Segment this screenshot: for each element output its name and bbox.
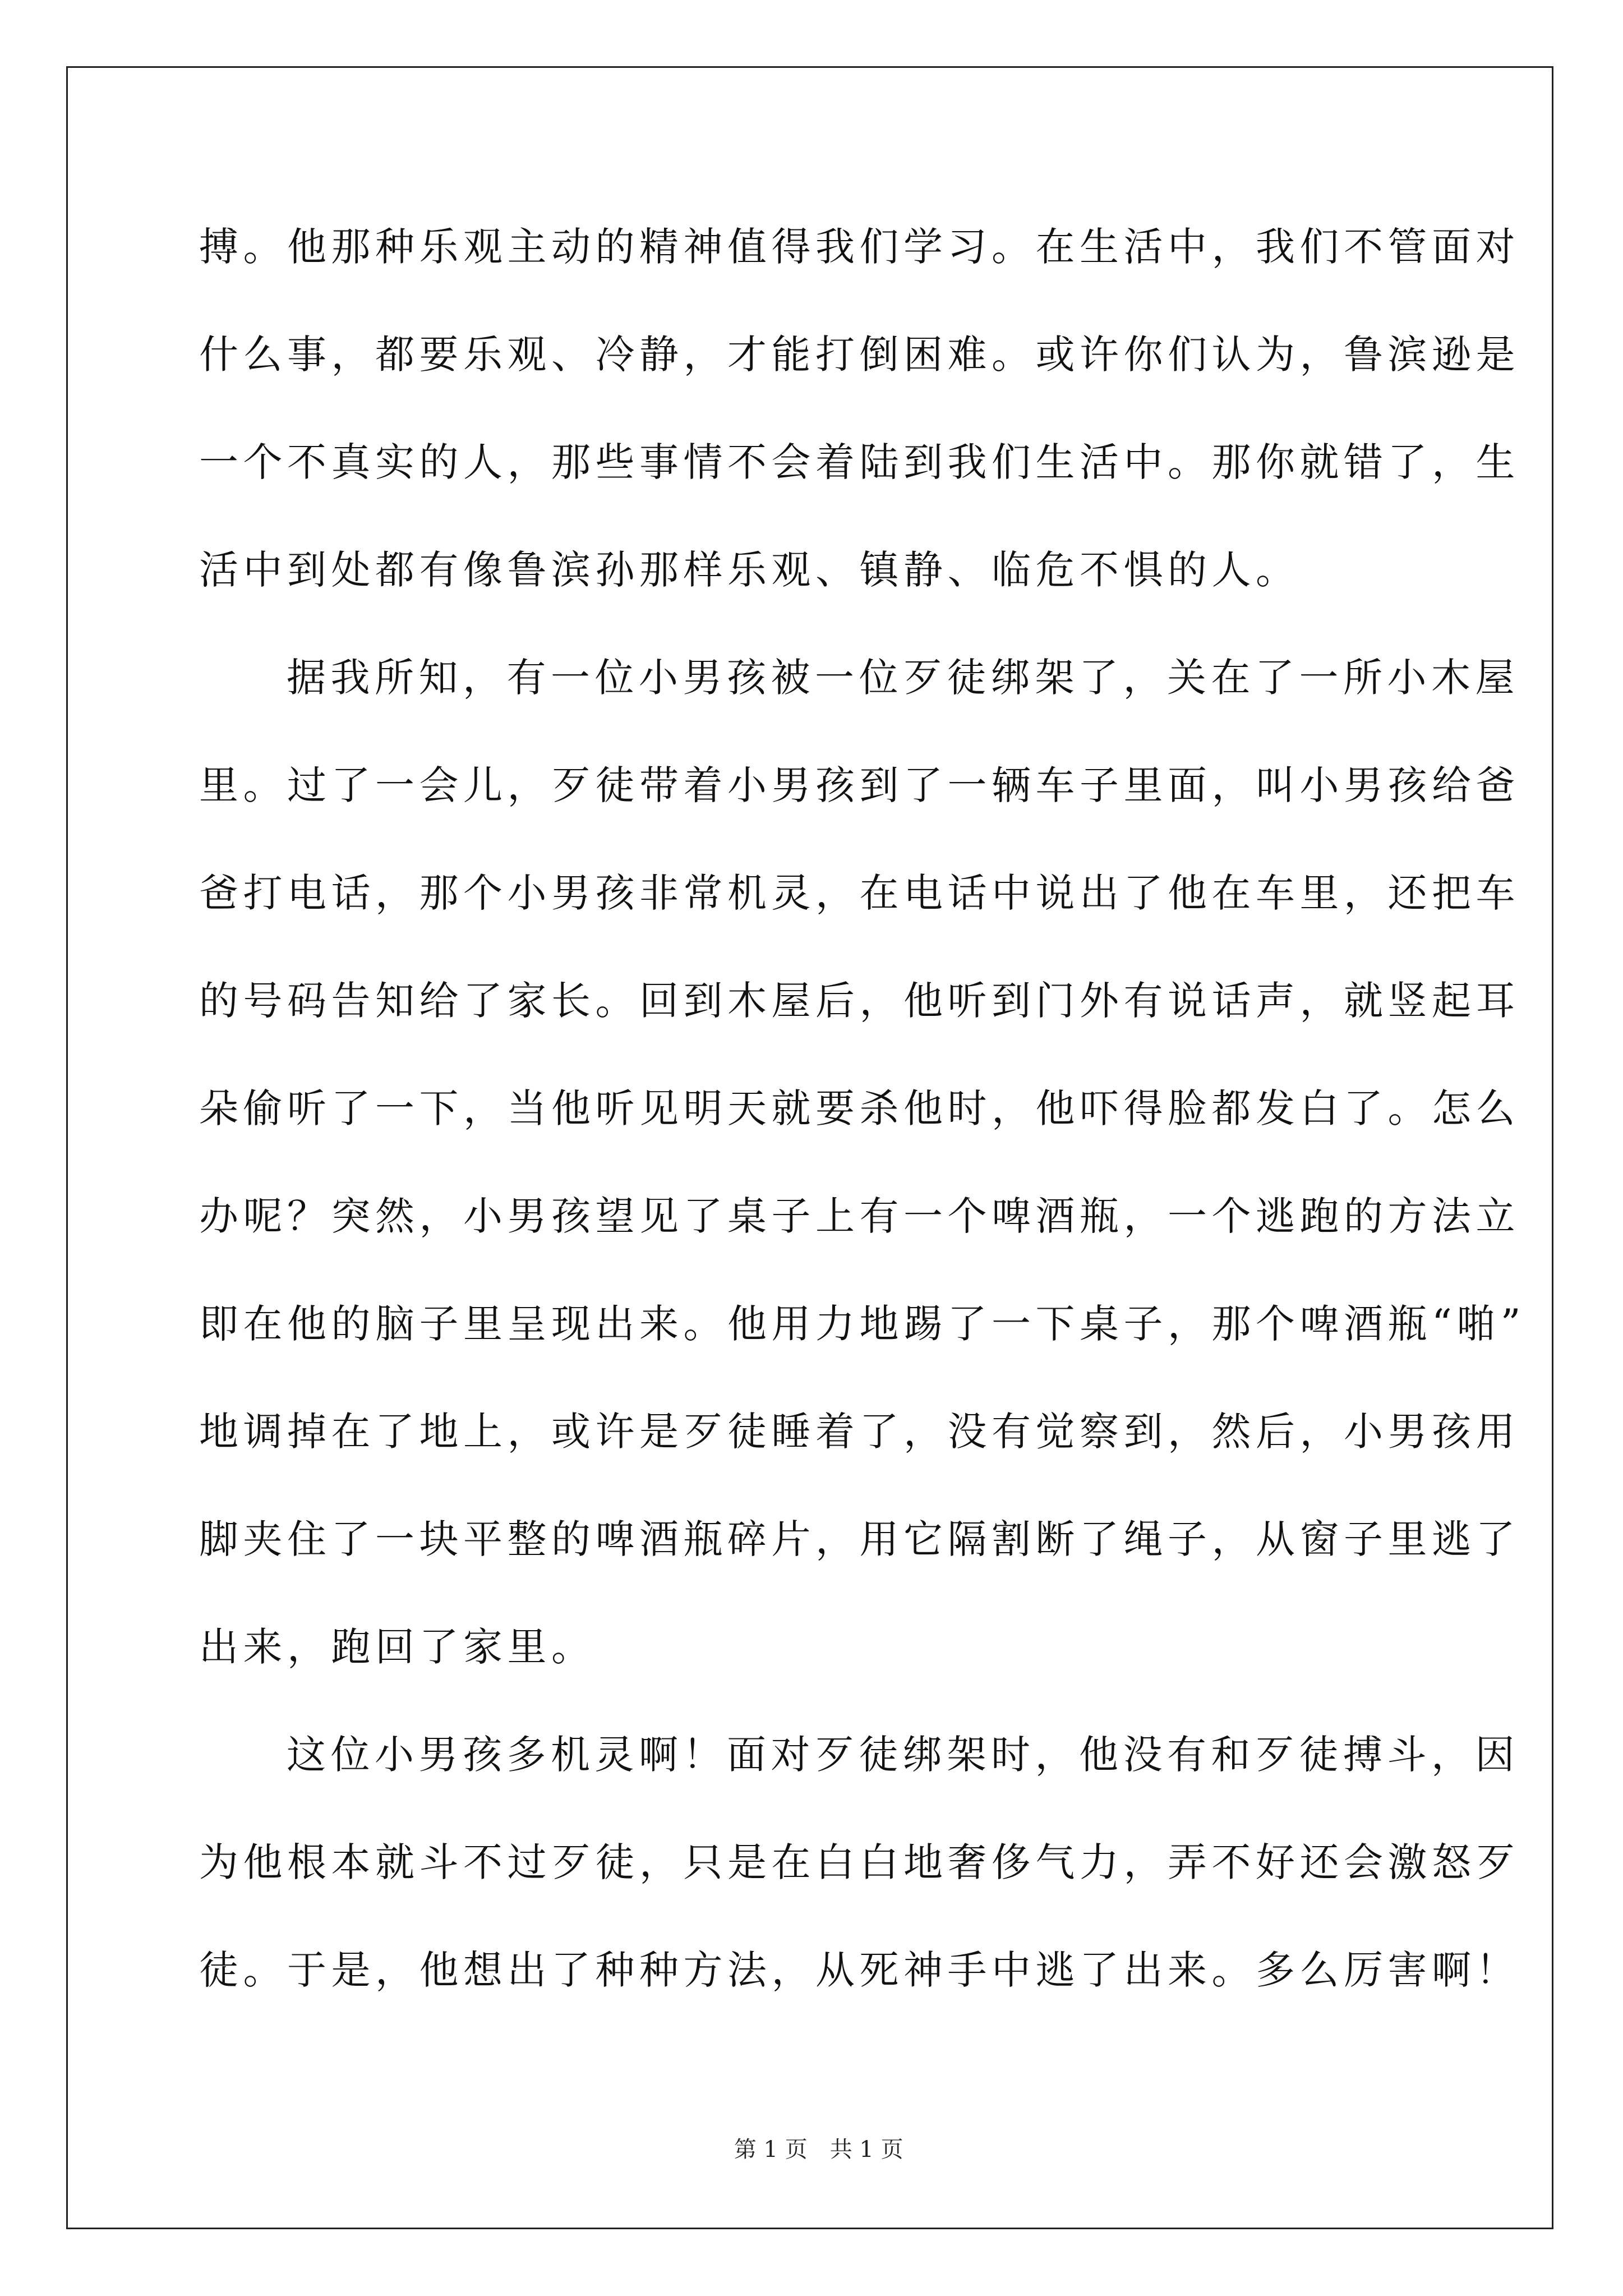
text-line: 脚夹住了一块平整的啤酒瓶碎片，用它隔割断了绳子，从窗子里逃了 <box>199 1516 1520 1562</box>
document-body <box>199 216 1526 2047</box>
paragraph-first-line: 这位小男孩多机灵啊！面对歹徒绑架时，他没有和歹徒搏斗，因 <box>287 1732 1519 1778</box>
text-line: 地调掉在了地上，或许是歹徒睡着了，没有觉察到，然后，小男孩用 <box>199 1409 1520 1455</box>
text-line: 为他根本就斗不过歹徒，只是在白白地奢侈气力，弄不好还会激怒歹 <box>199 1839 1520 1885</box>
paragraph-first-line: 据我所知，有一位小男孩被一位歹徒绑架了，关在了一所小木屋 <box>287 655 1519 701</box>
text-line: 里。过了一会儿，歹徒带着小男孩到了一辆车子里面，叫小男孩给爸 <box>199 762 1520 808</box>
page-indicator: 第 1 页 共 1 页 <box>734 2137 903 2162</box>
text-line: 即在他的脑子里呈现出来。他用力地踢了一下桌子，那个啤酒瓶“啪” <box>199 1301 1526 1347</box>
text-line: 一个不真实的人，那些事情不会着陆到我们生活中。那你就错了，生 <box>199 439 1520 485</box>
text-line: 活中到处都有像鲁滨孙那样乐观、镇静、临危不惧的人。 <box>199 547 1300 593</box>
page-footer <box>0 2108 1623 2164</box>
text-line: 出来，跑回了家里。 <box>199 1624 596 1670</box>
text-line: 爸打电话，那个小男孩非常机灵，在电话中说出了他在车里，还把车 <box>199 870 1520 916</box>
text-line: 什么事，都要乐观、冷静，才能打倒困难。或许你们认为，鲁滨逊是 <box>199 332 1520 378</box>
text-line: 朵偷听了一下，当他听见明天就要杀他时，他吓得脸都发白了。怎么 <box>199 1085 1520 1131</box>
text-line: 搏。他那种乐观主动的精神值得我们学习。在生活中，我们不管面对 <box>199 224 1520 270</box>
text-line: 办呢？突然，小男孩望见了桌子上有一个啤酒瓶，一个逃跑的方法立 <box>199 1193 1520 1239</box>
text-line: 的号码告知给了家长。回到木屋后，他听到门外有说话声，就竖起耳 <box>199 978 1520 1024</box>
text-line: 徒。于是，他想出了种种方法，从死神手中逃了出来。多么厉害啊！ <box>199 1947 1520 1993</box>
